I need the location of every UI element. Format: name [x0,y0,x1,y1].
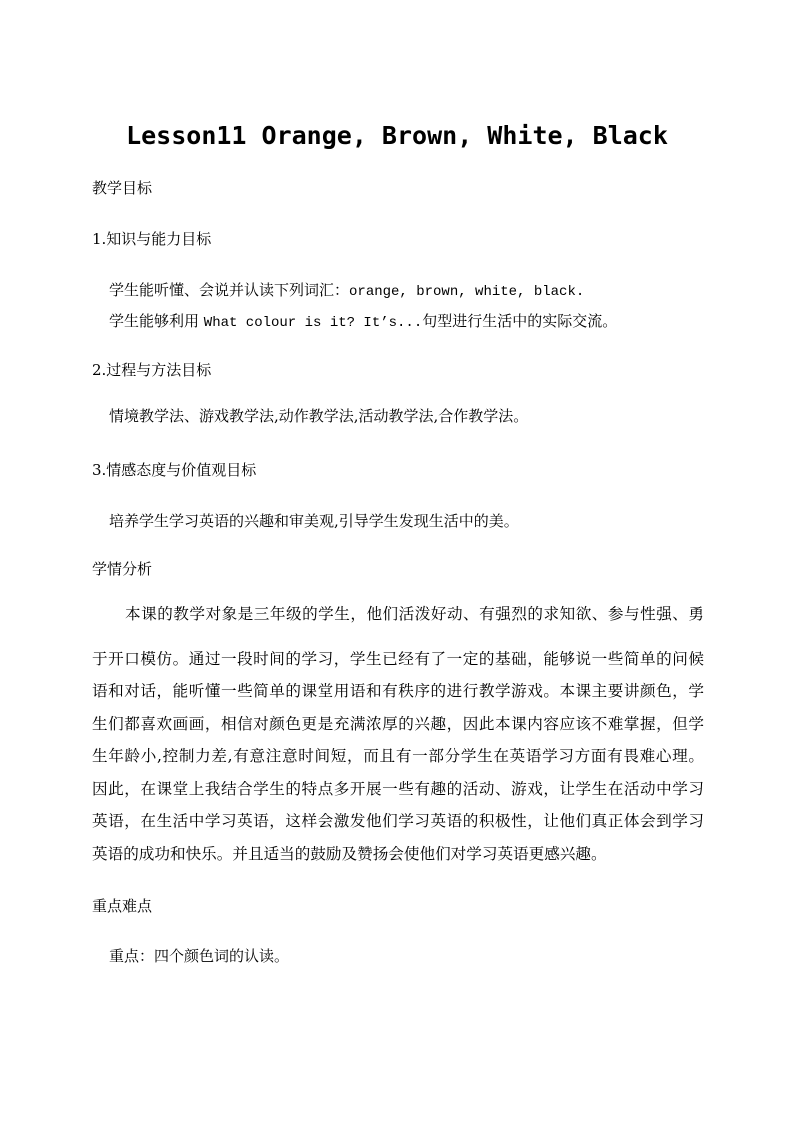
analysis-paragraph [92,598,704,870]
knowledge-ability-heading: 1.知识与能力目标 [92,230,212,248]
analysis-line: 语和对话，能听懂一些简单的课堂用语和有秩序的进行教学游戏。本课主要讲颜色，学 [92,682,704,700]
emotion-values-text: 培养学生学习英语的兴趣和审美观,引导学生发现生活中的美。 [109,512,519,530]
lesson-title: Lesson11 Orange, Brown, White, Black [126,121,668,150]
objectives-heading: 教学目标 [92,179,153,197]
keypoints-text: 重点：四个颜色词的认读。 [109,947,290,965]
analysis-line: 因此，在课堂上我结合学生的特点多开展一些有趣的活动、游戏，让学生在活动中学习 [92,779,704,798]
analysis-line: 英语的成功和快乐。并且适当的鼓励及赞扬会使他们对学习英语更感兴趣。 [92,844,607,863]
analysis-heading: 学情分析 [92,560,153,578]
sentence-pattern-tail: 句型进行生活中的实际交流。 [422,312,618,330]
process-method-heading: 2.过程与方法目标 [92,361,212,379]
vocabulary-word-list: orange, brown, white, black. [349,284,585,300]
sentence-pattern-intro: 学生能够利用 [109,312,200,330]
emotion-values-heading: 3.情感态度与价值观目标 [92,461,257,479]
analysis-line: 英语，在生活中学习英语，这样会激发他们学习英语的积极性，让他们真正体会到学习 [92,812,704,830]
keypoints-heading: 重点难点 [92,897,153,915]
analysis-line: 生们都喜欢画画，相信对颜色更是充满浓厚的兴趣，因此本课内容应该不难掌握，但学 [92,714,704,733]
analysis-line: 于开口模仿。通过一段时间的学习，学生已经有了一定的基础，能够说一些简单的问候 [92,649,704,668]
analysis-line: 生年龄小,控制力差,有意注意时间短，而且有一部分学生在英语学习方面有畏难心理。 [92,747,704,765]
vocabulary-objective-text: 学生能听懂、会说并认读下列词汇： [109,281,350,299]
process-method-text: 情境教学法、游戏教学法,动作教学法,活动教学法,合作教学法。 [109,407,529,425]
vocabulary-objective-line [109,279,584,303]
sentence-pattern-objective-line [109,310,617,334]
sentence-pattern-english: What colour is it? It’s... [203,315,423,331]
analysis-line: 本课的教学对象是三年级的学生，他们活泼好动、有强烈的求知欲、参与性强、勇 [125,605,704,623]
